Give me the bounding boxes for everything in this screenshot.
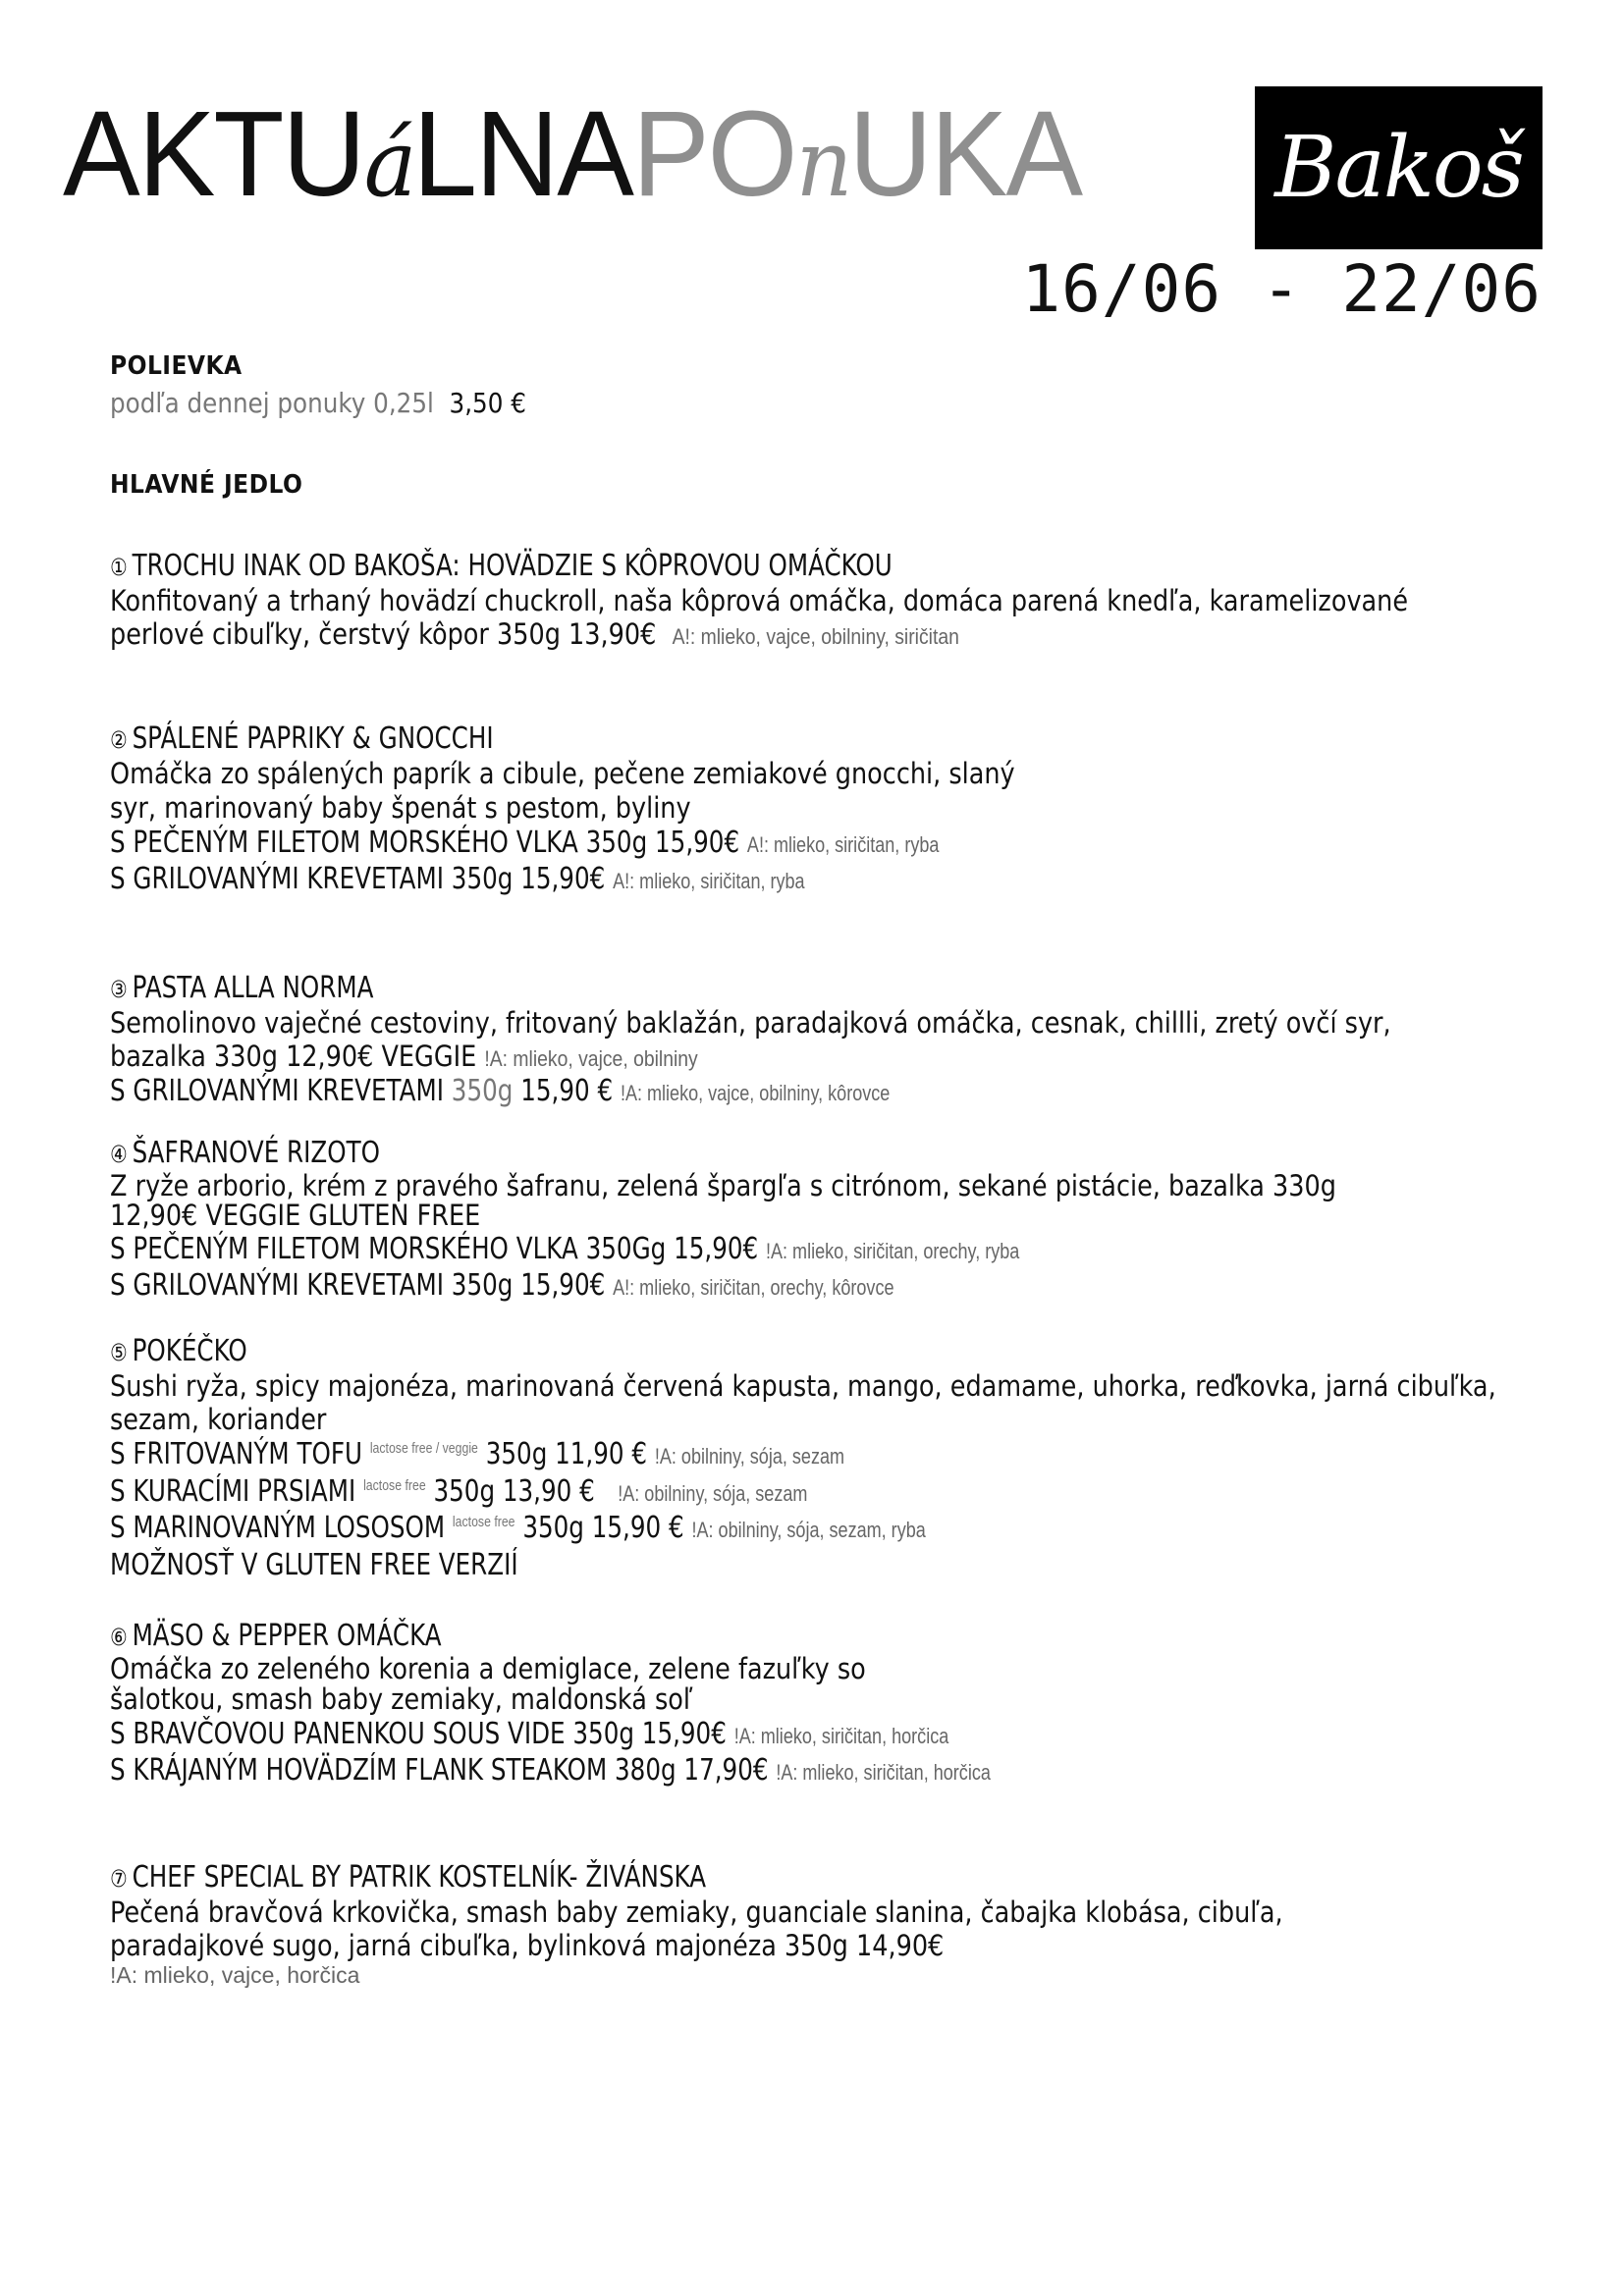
dish-4-option-1 <box>110 1231 1285 1268</box>
dish-6-option-2-allergens: !A: mlieko, siričitan, horčica <box>776 1760 991 1786</box>
dish-3-desc-2-allergens: !A: mlieko, vajce, obilniny <box>484 1046 698 1072</box>
dish-6-title <box>110 1619 1285 1654</box>
dish-2-desc: Omáčka zo spálených paprík a cibule, pečene zemiakové gnocchi, slaný syr, marinovaný baby špenát s pestom, byliny <box>110 757 1015 825</box>
dish-6-desc: Omáčka zo zeleného korenia a demiglace, zelene fazuľky so šalotkou, smash baby zemiaky, maldonská soľ <box>110 1652 866 1717</box>
dish-7-allergens: !A: mlieko, vajce, horčica <box>110 1962 360 1989</box>
dish-5-option-2-price: 350g 13,90 € <box>433 1473 595 1509</box>
dish-2-title-text: SPÁLENÉ PAPRIKY & GNOCCHI <box>132 721 494 757</box>
soup-heading: POLIEVKA <box>110 351 243 381</box>
dish-5-option-1-price: 350g 11,90 € <box>485 1437 648 1472</box>
dish-3-number: ③ <box>110 975 128 1003</box>
dish-5-desc: Sushi ryža, spicy majonéza, marinovaná červená kapusta, mango, edamame, uhorka, reďkovka, jarná cibuľka, sezam, koriander <box>110 1368 1496 1436</box>
dish-2-option-2-allergens: A!: mlieko, siričitan, ryba <box>613 869 805 894</box>
dish-5-number: ⑤ <box>110 1338 128 1366</box>
menu-content <box>110 351 1543 1989</box>
dish-2 <box>110 721 1543 897</box>
dish-6-title-text: MÄSO & PEPPER OMÁČKA <box>132 1619 442 1654</box>
dish-5-option-2-tag: lactose free <box>363 1476 426 1494</box>
dish-5-option-3-price: 350g 15,90 € <box>522 1511 684 1546</box>
dish-5-option-2-text: S KURACÍMI PRSIAMI <box>110 1473 356 1509</box>
date-range: 16/06 - 22/06 <box>1021 251 1542 327</box>
dish-4-option-2-text: S GRILOVANÝMI KREVETAMI 350g 15,90€ <box>110 1268 606 1304</box>
dish-2-title <box>110 721 1285 757</box>
dish-1-desc-2-text: perlové cibuľky, čerstvý kôpor 350g 13,90€ <box>110 617 657 652</box>
logo-text: Bakoš <box>1274 119 1523 217</box>
dish-5-option-2 <box>110 1473 1285 1511</box>
dish-1-desc-2 <box>110 617 1536 651</box>
dish-4-desc-2: 12,90€ VEGGIE GLUTEN FREE <box>110 1199 481 1233</box>
main-heading: HLAVNÉ JEDLO <box>110 470 303 500</box>
dish-7-desc-2: paradajkové sugo, jarná cibuľka, bylinková majonéza 350g 14,90€ <box>110 1928 945 1962</box>
dish-4-option-2-allergens: A!: mlieko, siričitan, orechy, kôrovce <box>613 1275 894 1301</box>
dish-6-option-2 <box>110 1752 1285 1789</box>
dish-5-option-1 <box>110 1436 1285 1473</box>
dish-5-note: MOŽNOSŤ V GLUTEN FREE VERZIÍ <box>110 1547 518 1582</box>
dish-7 <box>110 1860 1543 1989</box>
dish-5-title-text: POKÉČKO <box>132 1333 247 1368</box>
dish-1-title-text: TROCHU INAK OD BAKOŠA: HOVÄDZIE S KÔPROVOU OMÁČKOU <box>132 549 893 583</box>
title-part-4: PO <box>631 85 796 223</box>
dish-4-option-1-text: S PEČENÝM FILETOM MORSKÉHO VLKA 350Gg 15,90€ <box>110 1231 759 1266</box>
dish-5-title <box>110 1334 1285 1369</box>
dish-5-option-3-tag: lactose free <box>452 1514 515 1531</box>
dish-6-number: ⑥ <box>110 1624 128 1652</box>
dish-5-option-1-tag: lactose free / veggie <box>369 1440 478 1458</box>
dish-1 <box>110 549 1543 651</box>
dish-4-title-text: ŠAFRANOVÉ RIZOTO <box>132 1135 381 1170</box>
dish-3-option-1-allergens: !A: mlieko, vajce, obilniny, kôrovce <box>620 1081 891 1106</box>
dish-5-option-3-allergens: !A: obilniny, sója, sezam, ryba <box>691 1518 926 1543</box>
title-part-1: AKTU <box>63 85 364 223</box>
dish-2-number: ② <box>110 726 128 755</box>
dish-1-title <box>110 549 1285 584</box>
title-part-6: UKA <box>848 85 1082 223</box>
dish-4 <box>110 1136 1543 1305</box>
dish-6-option-1-text: S BRAVČOVOU PANENKOU SOUS VIDE 350g 15,90€ <box>110 1716 727 1751</box>
dish-7-number: ⑦ <box>110 1864 128 1893</box>
dish-1-desc-1: Konfitovaný a trhaný hovädzí chuckroll, naša kôprová omáčka, domáca parená knedľa, karamelizované <box>110 584 1409 617</box>
dish-5 <box>110 1334 1543 1583</box>
dish-4-option-2 <box>110 1267 1285 1305</box>
menu-title <box>63 85 1082 223</box>
dish-2-option-1-text: S PEČENÝM FILETOM MORSKÉHO VLKA 350g 15,90€ <box>110 825 740 860</box>
dish-3-title-text: PASTA ALLA NORMA <box>132 970 374 1005</box>
dish-3-desc-1: Semolinovo vaječné cestoviny, fritovaný baklažán, paradajková omáčka, cesnak, chillli, zretý ovčí syr, <box>110 1005 1391 1040</box>
dish-6-option-1-allergens: !A: mlieko, siričitan, horčica <box>733 1723 949 1748</box>
dish-2-option-1-allergens: A!: mlieko, siričitan, ryba <box>746 831 940 857</box>
title-part-5: n <box>795 109 849 219</box>
dish-5-option-3-text: S MARINOVANÝM LOSOSOM <box>110 1511 446 1546</box>
soup-text: podľa dennej ponuky 0,25l <box>110 387 434 419</box>
dish-4-title <box>110 1136 1285 1171</box>
dish-4-option-1-allergens: !A: mlieko, siričitan, orechy, ryba <box>765 1238 1020 1263</box>
dish-5-option-1-text: S FRITOVANÝM TOFU <box>110 1437 362 1472</box>
soup-line <box>110 387 1372 419</box>
dish-4-desc-1: Z ryže arborio, krém z pravého šafranu, zelená špargľa s citrónom, sekané pistácie, bazalka 330g <box>110 1168 1336 1202</box>
dish-7-title-text: CHEF SPECIAL BY PATRIK KOSTELNÍK- ŽIVÁNSKA <box>132 1859 707 1895</box>
dish-2-option-1 <box>110 825 1285 862</box>
dish-2-option-2 <box>110 861 1285 898</box>
dish-3-desc-2 <box>110 1040 1536 1073</box>
title-part-3: LNA <box>412 85 632 223</box>
dish-3-desc-2-text: bazalka 330g 12,90€ VEGGIE <box>110 1040 477 1074</box>
dish-3-title <box>110 971 1285 1006</box>
dish-3-option-1 <box>110 1073 1285 1110</box>
dish-3-option-1-price: 15,90 € <box>520 1074 614 1109</box>
bakos-logo <box>1255 86 1543 249</box>
dish-6-option-1 <box>110 1716 1285 1753</box>
dish-7-title <box>110 1860 1285 1896</box>
dish-1-number: ① <box>110 554 128 581</box>
dish-6-option-2-text: S KRÁJANÝM HOVÄDZÍM FLANK STEAKOM 380g 17,90€ <box>110 1753 769 1789</box>
dish-6 <box>110 1619 1543 1789</box>
dish-3 <box>110 971 1543 1110</box>
dish-5-option-1-allergens: !A: obilniny, sója, sezam <box>654 1444 845 1469</box>
soup-price: 3,50 € <box>449 387 526 419</box>
dish-3-option-1-weight: 350g <box>451 1074 514 1109</box>
dish-4-number: ④ <box>110 1140 128 1168</box>
dish-1-allergens: A!: mlieko, vajce, obilniny, siričitan <box>672 624 959 650</box>
dish-5-option-2-allergens: !A: obilniny, sója, sezam <box>618 1480 808 1506</box>
dish-5-option-3 <box>110 1510 1285 1547</box>
dish-3-option-1-text: S GRILOVANÝMI KREVETAMI <box>110 1074 444 1109</box>
dish-2-option-2-text: S GRILOVANÝMI KREVETAMI 350g 15,90€ <box>110 862 606 897</box>
dish-7-desc-1: Pečená bravčová krkovička, smash baby zemiaky, guanciale slanina, čabajka klobása, cibuľa, <box>110 1895 1283 1929</box>
title-part-2: á <box>363 109 413 219</box>
